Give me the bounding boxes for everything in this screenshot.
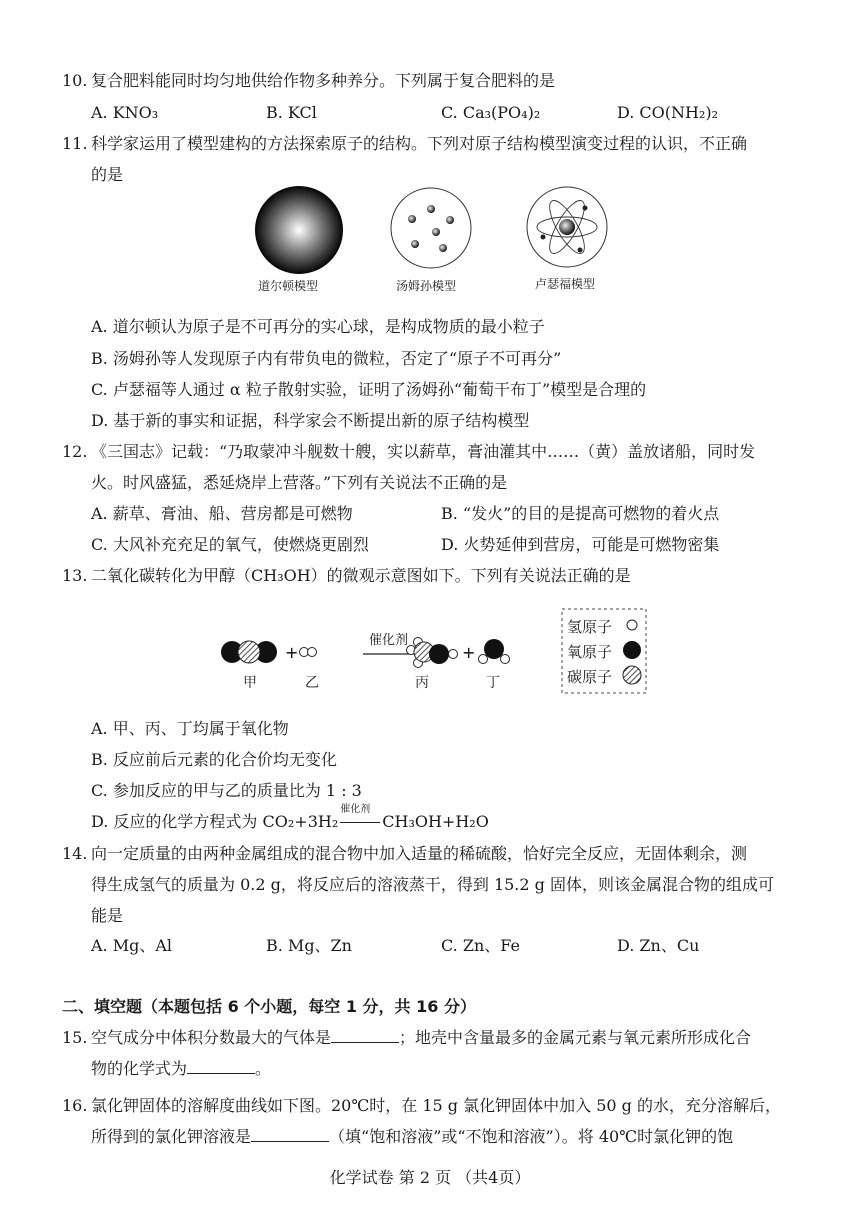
molecule-jia xyxy=(221,641,277,663)
q15-line1 xyxy=(91,1027,751,1049)
q13-option-d-prefix: D. 反应的化学方程式为 CO₂+3H₂ xyxy=(91,812,339,831)
q12-stem-line1: 《三国志》记载：“乃取蒙冲斗舰数十艘，实以薪草，膏油灌其中……（黄）盖放诸船，同时发 xyxy=(91,442,756,461)
label-jia: 甲 xyxy=(243,675,257,691)
q12-option-c: C. 大风补充充足的氧气，使燃烧更剧烈 xyxy=(91,535,369,554)
q13-option-a: A. 甲、丙、丁均属于氧化物 xyxy=(91,719,289,738)
q12-option-d: D. 火势延伸到营房，可能是可燃物密集 xyxy=(441,535,720,554)
q12-option-a: A. 薪草、膏油、船、营房都是可燃物 xyxy=(91,504,353,523)
q10-option-d: D. CO(NH₂)₂ xyxy=(617,103,719,122)
q11-number: 11. xyxy=(62,134,88,153)
q10-option-b: B. KCl xyxy=(266,103,317,122)
q15-line2 xyxy=(91,1058,271,1080)
q12-stem-line2: 火。时风盛猛，悉延烧岸上营落。”下列有关说法不正确的是 xyxy=(91,473,508,492)
q15-blank-2[interactable] xyxy=(187,1059,255,1074)
section-heading: 二、填空题（本题包括 6 个小题，每空 1 分，共 16 分） xyxy=(62,997,476,1016)
q16-blank-1[interactable] xyxy=(251,1127,329,1142)
q15-number: 15. xyxy=(62,1028,88,1047)
q14-stem-line2: 得生成氢气的质量为 0.2 g，将反应后的溶液蒸干，得到 15.2 g 固体，则该金属混合物的组成可 xyxy=(91,875,774,894)
q15-text-3: 物的化学式为 xyxy=(91,1059,188,1078)
catalyst-label: 催化剂 xyxy=(369,633,409,648)
q13-option-d-suffix: CH₃OH+H₂O xyxy=(382,812,489,831)
q14-option-b: B. Mg、Zn xyxy=(266,936,352,955)
q14-option-c: C. Zn、Fe xyxy=(441,936,520,955)
q14-stem-line1: 向一定质量的由两种金属组成的混合物中加入适量的稀硫酸，恰好完全反应，无固体剩余，测 xyxy=(91,844,748,863)
q15-blank-1[interactable] xyxy=(331,1028,399,1043)
q10-stem: 复合肥料能同时均匀地供给作物多种养分。下列属于复合肥料的是 xyxy=(91,71,556,90)
legend-hydrogen: 氢原子 xyxy=(567,618,613,636)
thomson-model xyxy=(391,188,471,268)
q11-option-b: B. 汤姆孙等人发现原子内有带负电的微粒，否定了“原子不可再分” xyxy=(91,349,562,368)
q11-stem-line2: 的是 xyxy=(91,165,124,184)
q11-option-a: A. 道尔顿认为原子是不可再分的实心球，是构成物质的最小粒子 xyxy=(91,317,545,336)
svg-text:+: + xyxy=(462,643,476,662)
dalton-caption: 道尔顿模型 xyxy=(258,279,319,293)
q15-text-2: ；地壳中含量最多的金属元素与氧元素所形成化合 xyxy=(399,1028,752,1047)
q10-option-c: C. Ca₃(PO₄)₂ xyxy=(441,103,541,122)
q15-text-4: 。 xyxy=(255,1059,272,1078)
q16-line1: 氯化钾固体的溶解度曲线如下图。20℃时，在 15 g 氯化钾固体中加入 50 g 的水，充分溶解后， xyxy=(91,1096,781,1115)
q16-line2 xyxy=(91,1126,733,1148)
q10-number: 10. xyxy=(62,71,88,90)
molecule-yi xyxy=(300,648,317,657)
q15-text-1: 空气成分中体积分数最大的气体是 xyxy=(91,1028,332,1047)
q12-option-b: B. “发火”的目的是提高可燃物的着火点 xyxy=(441,504,720,523)
q11-option-d: D. 基于新的事实和证据，科学家会不断提出新的原子结构模型 xyxy=(91,411,530,430)
q10-option-a: A. KNO₃ xyxy=(91,103,159,122)
q16-text-2: （填“饱和溶液”或“不饱和溶液”）。将 40℃时氯化钾的饱 xyxy=(329,1127,734,1146)
page-footer: 化学试卷 第 2 页 （共4页） xyxy=(329,1168,531,1187)
q14-option-d: D. Zn、Cu xyxy=(617,936,700,955)
rutherford-model xyxy=(527,187,607,267)
svg-text:+: + xyxy=(285,643,299,662)
q13-stem: 二氧化碳转化为甲醇（CH₃OH）的微观示意图如下。下列有关说法正确的是 xyxy=(91,566,631,585)
legend-oxygen: 氧原子 xyxy=(567,643,613,661)
molecule-ding xyxy=(479,639,510,664)
q14-stem-line3: 能是 xyxy=(91,906,124,925)
q13-option-d xyxy=(91,804,489,833)
q14-number: 14. xyxy=(62,844,88,863)
equation-condition: 催化剂 xyxy=(340,804,371,815)
label-yi: 乙 xyxy=(305,675,319,691)
dalton-model xyxy=(255,186,343,274)
molecule-bing xyxy=(407,638,458,668)
q11-option-c: C. 卢瑟福等人通过 α 粒子散射实验，证明了汤姆孙“葡萄干布丁”模型是合理的 xyxy=(91,380,647,399)
q14-option-a: A. Mg、Al xyxy=(91,936,173,955)
thomson-caption: 汤姆孙模型 xyxy=(396,279,457,293)
label-ding: 丁 xyxy=(486,675,500,691)
rutherford-caption: 卢瑟福模型 xyxy=(535,277,596,291)
q13-option-b: B. 反应前后元素的化合价均无变化 xyxy=(91,750,337,769)
q16-number: 16. xyxy=(62,1096,88,1115)
q13-number: 13. xyxy=(62,566,88,585)
label-bing: 丙 xyxy=(415,675,429,691)
q12-number: 12. xyxy=(62,442,88,461)
equation-arrow xyxy=(340,822,380,823)
legend-carbon: 碳原子 xyxy=(567,668,613,686)
q13-option-c: C. 参加反应的甲与乙的质量比为 1 : 3 xyxy=(91,781,362,800)
q11-stem-line1: 科学家运用了模型建构的方法探索原子的结构。下列对原子结构模型演变过程的认识，不正确 xyxy=(91,134,748,153)
q16-text-1: 所得到的氯化钾溶液是 xyxy=(91,1127,252,1146)
